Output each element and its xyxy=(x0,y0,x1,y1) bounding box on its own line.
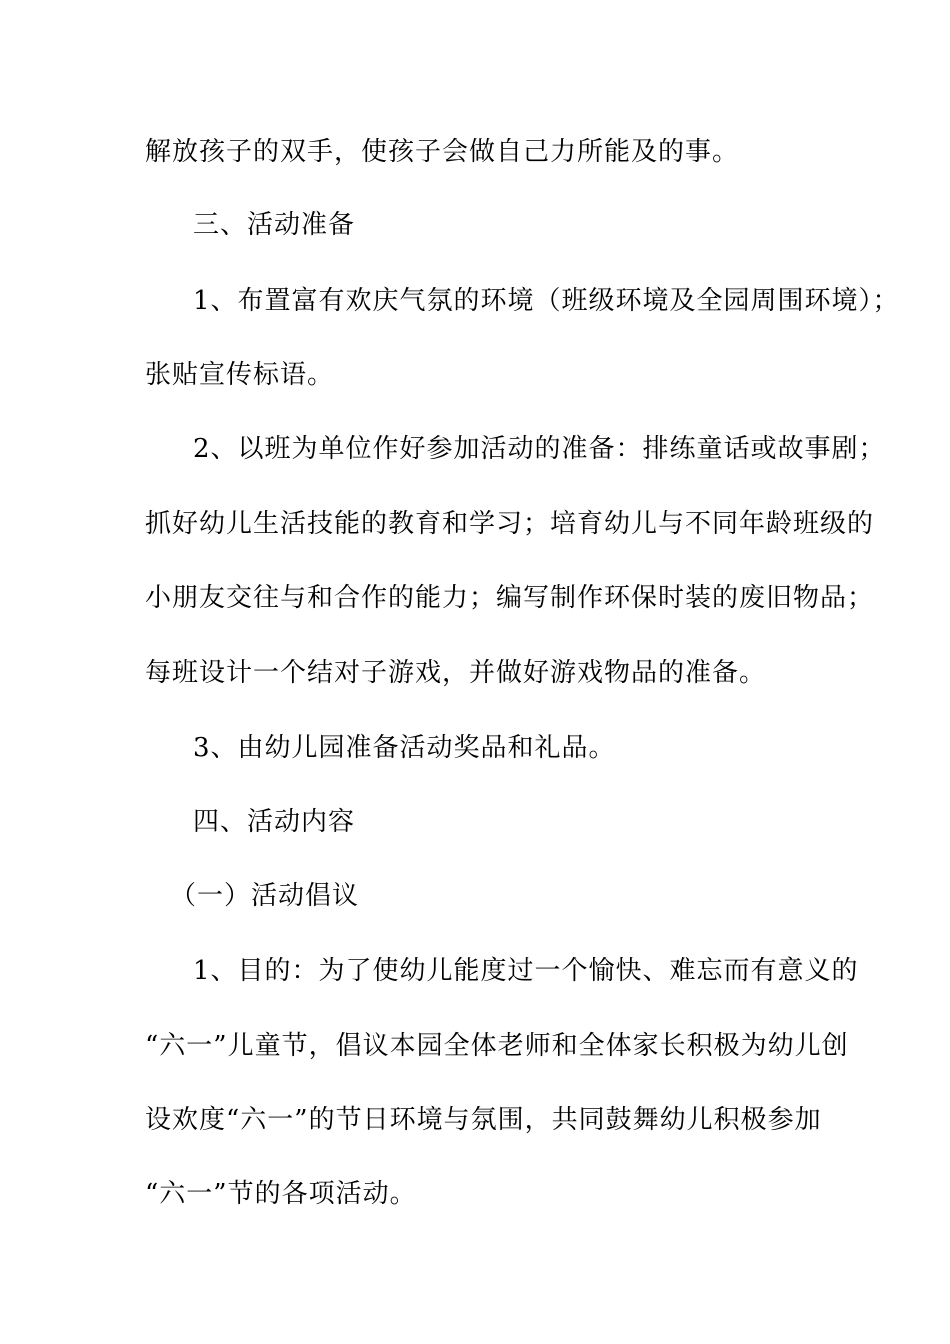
paragraph-line: 设欢度“六一”的节日环境与氛围，共同鼓舞幼儿积极参加 xyxy=(145,1105,822,1135)
paragraph-line: 1、布置富有欢庆气氛的环境（班级环境及全园周围环境）； xyxy=(193,286,900,316)
paragraph-line: 解放孩子的双手，使孩子会做自己力所能及的事。 xyxy=(145,137,740,167)
paragraph-line: 抓好幼儿生活技能的教育和学习；培育幼儿与不同年龄班级的 xyxy=(145,509,875,539)
paragraph-line: 每班设计一个结对子游戏，并做好游戏物品的准备。 xyxy=(145,658,767,688)
section-heading: 四、活动内容 xyxy=(193,807,356,837)
subsection-heading: （一）活动倡议 xyxy=(170,881,360,911)
paragraph-line: “六一”儿童节，倡议本园全体老师和全体家长积极为幼儿创 xyxy=(145,1031,849,1061)
paragraph-line: 3、由幼儿园准备活动奖品和礼品。 xyxy=(193,733,616,763)
paragraph-line: 2、以班为单位作好参加活动的准备：排练童话或故事剧； xyxy=(193,434,886,464)
paragraph-line: 1、目的：为了使幼儿能度过一个愉快、难忘而有意义的 xyxy=(193,956,859,986)
paragraph-line: 张贴宣传标语。 xyxy=(145,360,335,390)
section-heading: 三、活动准备 xyxy=(193,210,356,240)
paragraph-line: “六一”节的各项活动。 xyxy=(145,1179,417,1209)
paragraph-line: 小朋友交往与和合作的能力；编写制作环保时装的废旧物品； xyxy=(145,583,875,613)
